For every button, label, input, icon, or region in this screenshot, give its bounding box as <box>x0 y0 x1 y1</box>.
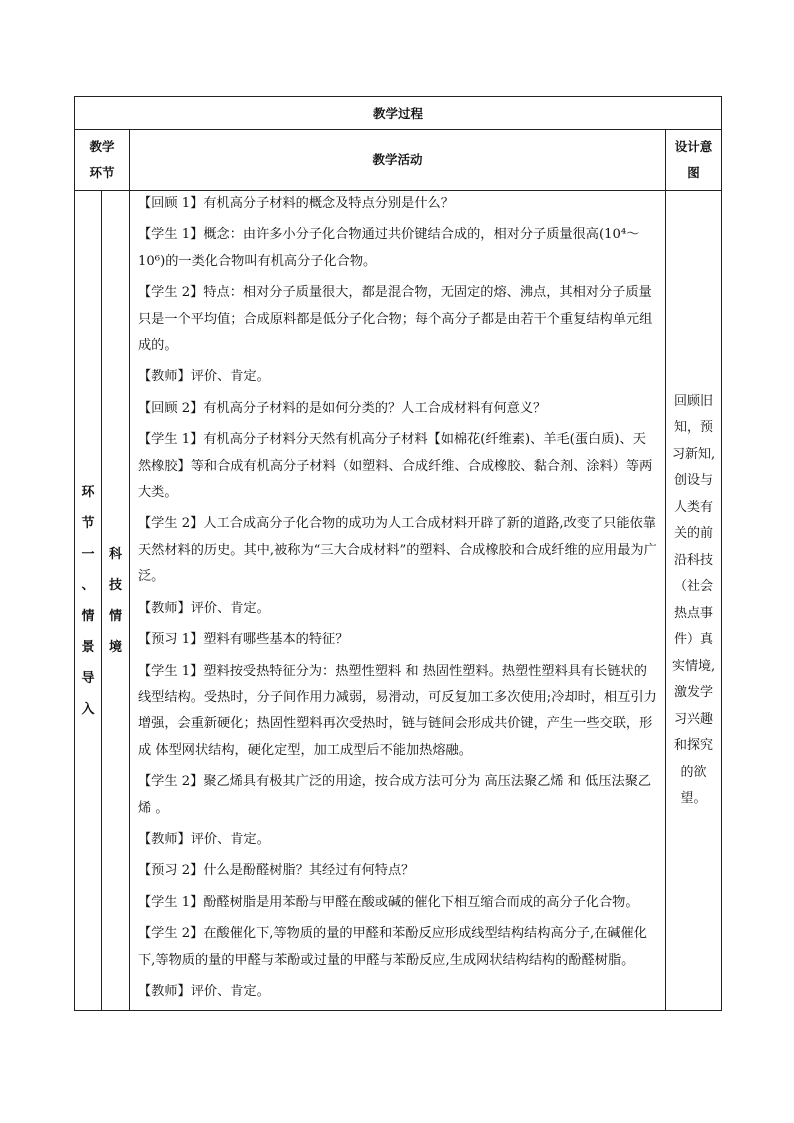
table-header-row <box>75 130 722 191</box>
design-intent-cell <box>666 191 722 1011</box>
table-title: 教学过程 <box>75 97 722 130</box>
intent-line: 热点事 <box>674 605 714 621</box>
activity-paragraph: 【学生 2】特点：相对分子质量很大，都是混合物，无固定的熔、沸点，其相对分子质量只是一个平均值；合成原料都是低分子化合物；每个高分子都是由若干个重复结构单元组成的。 <box>138 285 653 354</box>
header-stage-line1: 教学 <box>89 139 115 154</box>
activity-paragraph: 【学生 1】塑料按受热特征分为：热塑性塑料 和 热固性塑料。热塑性塑料具有长链状的线型结构。受热时，分子间作用力减弱，易滑动，可反复加工多次使用;冷却时，相互引力增强，会重新硬化；热固性塑料再次受热时，链与链间会形成共价键，产生一些交联，形成 体型网状结构，硬化定型，加工成型后不能加热熔融。 <box>138 663 657 758</box>
header-stage-line2: 环节 <box>89 165 115 180</box>
intent-line: 知，预 <box>674 420 714 436</box>
stage-char: 情 <box>81 608 95 624</box>
intent-line: 习新知, <box>671 446 716 462</box>
table-title-row <box>75 97 722 130</box>
stage-char: 导 <box>81 670 95 686</box>
intent-line: （社会 <box>674 579 714 595</box>
header-stage <box>75 130 130 191</box>
activity-paragraph: 【学生 1】有机高分子材料分天然有机高分子材料【如棉花(纤维素)、羊毛(蛋白质)、天然橡胶】等和合成有机高分子材料（如塑料、合成纤维、合成橡胶、黏合剂、涂料）等两大类。 <box>138 432 653 501</box>
header-intent-line1: 设计意 <box>674 139 713 154</box>
intent-line: 和探究 <box>674 738 714 754</box>
substage-char: 情 <box>108 608 122 624</box>
header-intent-line2: 图 <box>687 165 700 180</box>
activity-paragraph: 【预习 2】什么是酚醛树脂？其经过有何特点？ <box>138 863 415 879</box>
stage-char: 景 <box>81 639 95 655</box>
intent-line: 创设与 <box>674 473 714 489</box>
stage-char: 一 <box>81 546 95 562</box>
stage-char: 节 <box>81 515 95 531</box>
substage-cell <box>102 191 130 1011</box>
intent-line: 人类有 <box>674 499 714 515</box>
stage-char: 环 <box>81 484 95 500</box>
stage-cell <box>75 191 102 1011</box>
activity-paragraph: 【预习 1】塑料有哪些基本的特征？ <box>138 632 349 648</box>
activity-paragraph: 【学生 2】在酸催化下,等物质的量的甲醛和苯酚反应形成线型结构结构高分子,在碱催化下,等物质的量的甲醛与苯酚或过量的甲醛与苯酚反应,生成网状结构结构的酚醛树脂。 <box>138 926 647 968</box>
activity-paragraph: 【回顾 1】有机高分子材料的概念及特点分别是什么？ <box>138 196 454 211</box>
activity-paragraph: 【学生 1】概念：由许多小分子化合物通过共价键结合成的，相对分子质量很高(10⁴～10⁶)的一类化合物叫有机高分子化合物。 <box>138 227 640 269</box>
activity-paragraph: 【教师】评价、肯定。 <box>138 600 270 616</box>
activity-paragraph: 【教师】评价、肯定。 <box>138 369 270 385</box>
table-body-row <box>75 191 722 1011</box>
substage-char: 技 <box>108 577 122 593</box>
intent-line: 激发学 <box>674 685 714 701</box>
substage-char: 科 <box>108 546 122 562</box>
intent-line: 回顾旧 <box>674 393 714 409</box>
intent-line: 关的前 <box>674 526 714 542</box>
stage-char: 、 <box>81 577 95 593</box>
activity-paragraph: 【教师】评价、肯定。 <box>138 983 270 999</box>
intent-line: 的欲望。 <box>680 764 707 807</box>
header-intent <box>666 130 722 191</box>
activities-cell <box>130 191 666 1011</box>
intent-line: 件）真 <box>674 632 714 648</box>
intent-line: 沿科技 <box>674 552 714 568</box>
activity-paragraph: 【学生 2】人工合成高分子化合物的成功为人工合成材料开辟了新的道路,改变了只能依靠天然材料的历史。其中,被称为“三大合成材料”的塑料、合成橡胶和合成纤维的应用最为广泛。 <box>138 516 657 585</box>
intent-line: 实情境, <box>671 658 716 674</box>
header-activity: 教学活动 <box>130 130 666 191</box>
teaching-process-table <box>74 96 722 1011</box>
activity-paragraph: 【学生 1】酚醛树脂是用苯酚与甲醛在酸或碱的催化下相互缩合而成的高分子化合物。 <box>138 894 639 910</box>
activity-paragraph: 【学生 2】聚乙烯具有极其广泛的用途，按合成方法可分为 高压法聚乙烯 和 低压法聚乙烯 。 <box>138 774 652 816</box>
activity-paragraph: 【教师】评价、肯定。 <box>138 831 270 847</box>
activity-paragraph: 【回顾 2】有机高分子材料的是如何分类的？人工合成材料有何意义？ <box>138 400 547 416</box>
substage-char: 境 <box>108 639 122 655</box>
intent-line: 习兴趣 <box>674 711 714 727</box>
stage-char: 入 <box>81 701 95 717</box>
